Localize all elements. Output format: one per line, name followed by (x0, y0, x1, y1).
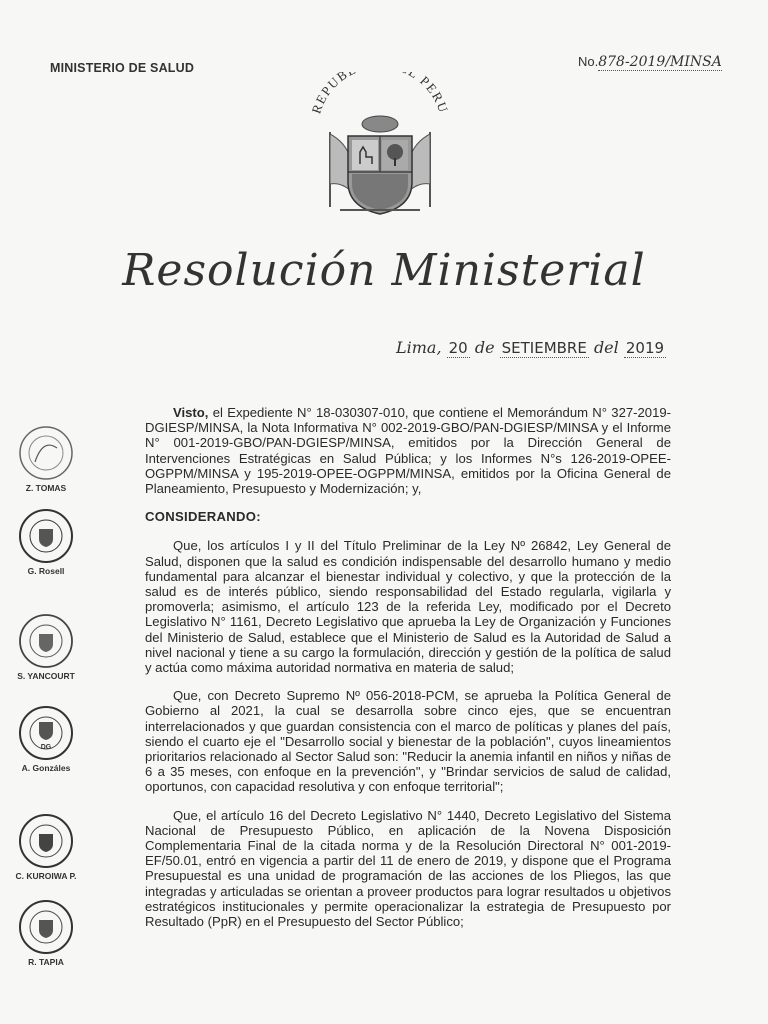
seal-3 (14, 612, 78, 681)
crest-arc-text: REPUB L PERU (308, 72, 452, 116)
date-city: Lima, (396, 338, 442, 357)
document-body (145, 405, 671, 942)
paragraph-1: Que, los artículos I y II del Título Preliminar de la Ley Nº 26842, Ley General de Salud, disponen que la salud es condición indispensable del desarrollo humano y medio fundamental para alcanzar el bienestar individual y colectivo, y que la protección de la salud es de interés público, siendo responsabilidad del Estado regularla, vigilarla y promoverla; asimismo, el artículo 123 de la referida Ley, modificado por el Decreto Legislativo N° 1161, Decreto Legislativo que aprueba la Ley de Organización y Funciones del Ministerio de Salud, establece que el Ministerio de Salud es la Autoridad de Salud a nivel nacional y tiene a su cargo la formulación, dirección y gestión de la política de salud y actúa como máxima autoridad normativa en materia de salud; (145, 538, 671, 676)
stamp-icon (17, 898, 75, 956)
paragraph-2: Que, con Decreto Supremo Nº 056-2018-PCM, se aprueba la Política General de Gobierno al 2021, la cual se desarrolla sobre cinco ejes, que se encuentran interrelacionados y que guardan consistencia con el marco de políticas y planes del país, siendo el cuarto eje el "Desarrollo social y bienestar de la población", cuyos lineamientos prioritarios relacionado al Sector Salud son: "Reducir la anemia infantil en niños y niñas de 6 a 35 meses, con enfoque en la prevención", y "Brindar servicios de salud de calidad, oportunos, con capacidad resolutiva y con enfoque territorial"; (145, 688, 671, 795)
svg-text:REPUBLICA DEL PERU (308, 72, 451, 115)
date-day: 20 (448, 339, 468, 357)
seal-4 (14, 704, 78, 773)
visto-paragraph (145, 405, 671, 496)
dateline (396, 338, 666, 357)
seal-label: R. TAPIA (28, 957, 64, 967)
seal-label: G. Rosell (27, 566, 65, 576)
resolution-number (578, 54, 722, 70)
date-year: 2019 (625, 339, 665, 357)
stamp-icon (17, 812, 75, 870)
seal-label: S. YANCOURT (17, 671, 75, 681)
peru-crest-icon (300, 72, 460, 222)
document-title: Resolución Ministerial (122, 245, 646, 296)
number-prefix: No. (578, 54, 599, 69)
visto-text: el Expediente N° 18-030307-010, que contiene el Memorándum N° 327-2019-DGIESP/MINSA, la Nota Informativa N° 002-2019-GBO/PAN-DGIESP/MINSA y el Informe N° 001-2019-GBO/PAN-DGIESP/MINSA, emitidos por la Dirección General de Intervenciones Estratégicas en Salud Pública; y los Informes N°s 126-2019-OPEE-OGPPM/MINSA y 195-2019-OPEE-OGPPM/MINSA, emitidos por la Oficina General de Planeamiento, Presupuesto y Modernización; y, (145, 405, 671, 497)
date-month: SETIEMBRE (501, 339, 587, 357)
seal-label: C. KUROIWA P. (15, 871, 77, 881)
seal-1 (14, 424, 78, 493)
visto-label: Visto, (173, 405, 209, 420)
stamp-icon (17, 507, 75, 565)
date-del: del (593, 338, 619, 357)
seal-center-text: DG (40, 744, 52, 751)
seal-2 (14, 507, 78, 576)
seal-label: Z. TOMAS (25, 483, 67, 493)
stamp-icon (17, 424, 75, 482)
coat-of-arms (300, 72, 460, 222)
ministry-name: MINISTERIO DE SALUD (50, 61, 195, 75)
number-handwritten: 878-2019/MINSA (598, 54, 722, 70)
stamp-icon (17, 704, 75, 762)
seal-label: A. Gonzáles (21, 763, 71, 773)
seal-5 (14, 812, 78, 881)
date-de: de (474, 338, 495, 357)
stamp-icon (17, 612, 75, 670)
considerando-heading: CONSIDERANDO: (145, 509, 261, 525)
seal-6 (14, 898, 78, 967)
paragraph-3: Que, el artículo 16 del Decreto Legislativo N° 1440, Decreto Legislativo del Sistema Nacional de Presupuesto Público, en aplicación de la Novena Disposición Complementaria Final de la citada norma y de la Resolución Directoral N° 001-2019-EF/50.01, entró en vigencia a partir del 11 de enero de 2019, y dispone que el Programa Presupuestal es una unidad de programación de las acciones de los Pliegos, las que integradas y articuladas se orientan a proveer productos para lograr resultados u objetivos estratégicos institucionales y permite operacionalizar la estrategia de Presupuesto por Resultado (PpR) en el Presupuesto del Sector Público; (145, 807, 671, 930)
